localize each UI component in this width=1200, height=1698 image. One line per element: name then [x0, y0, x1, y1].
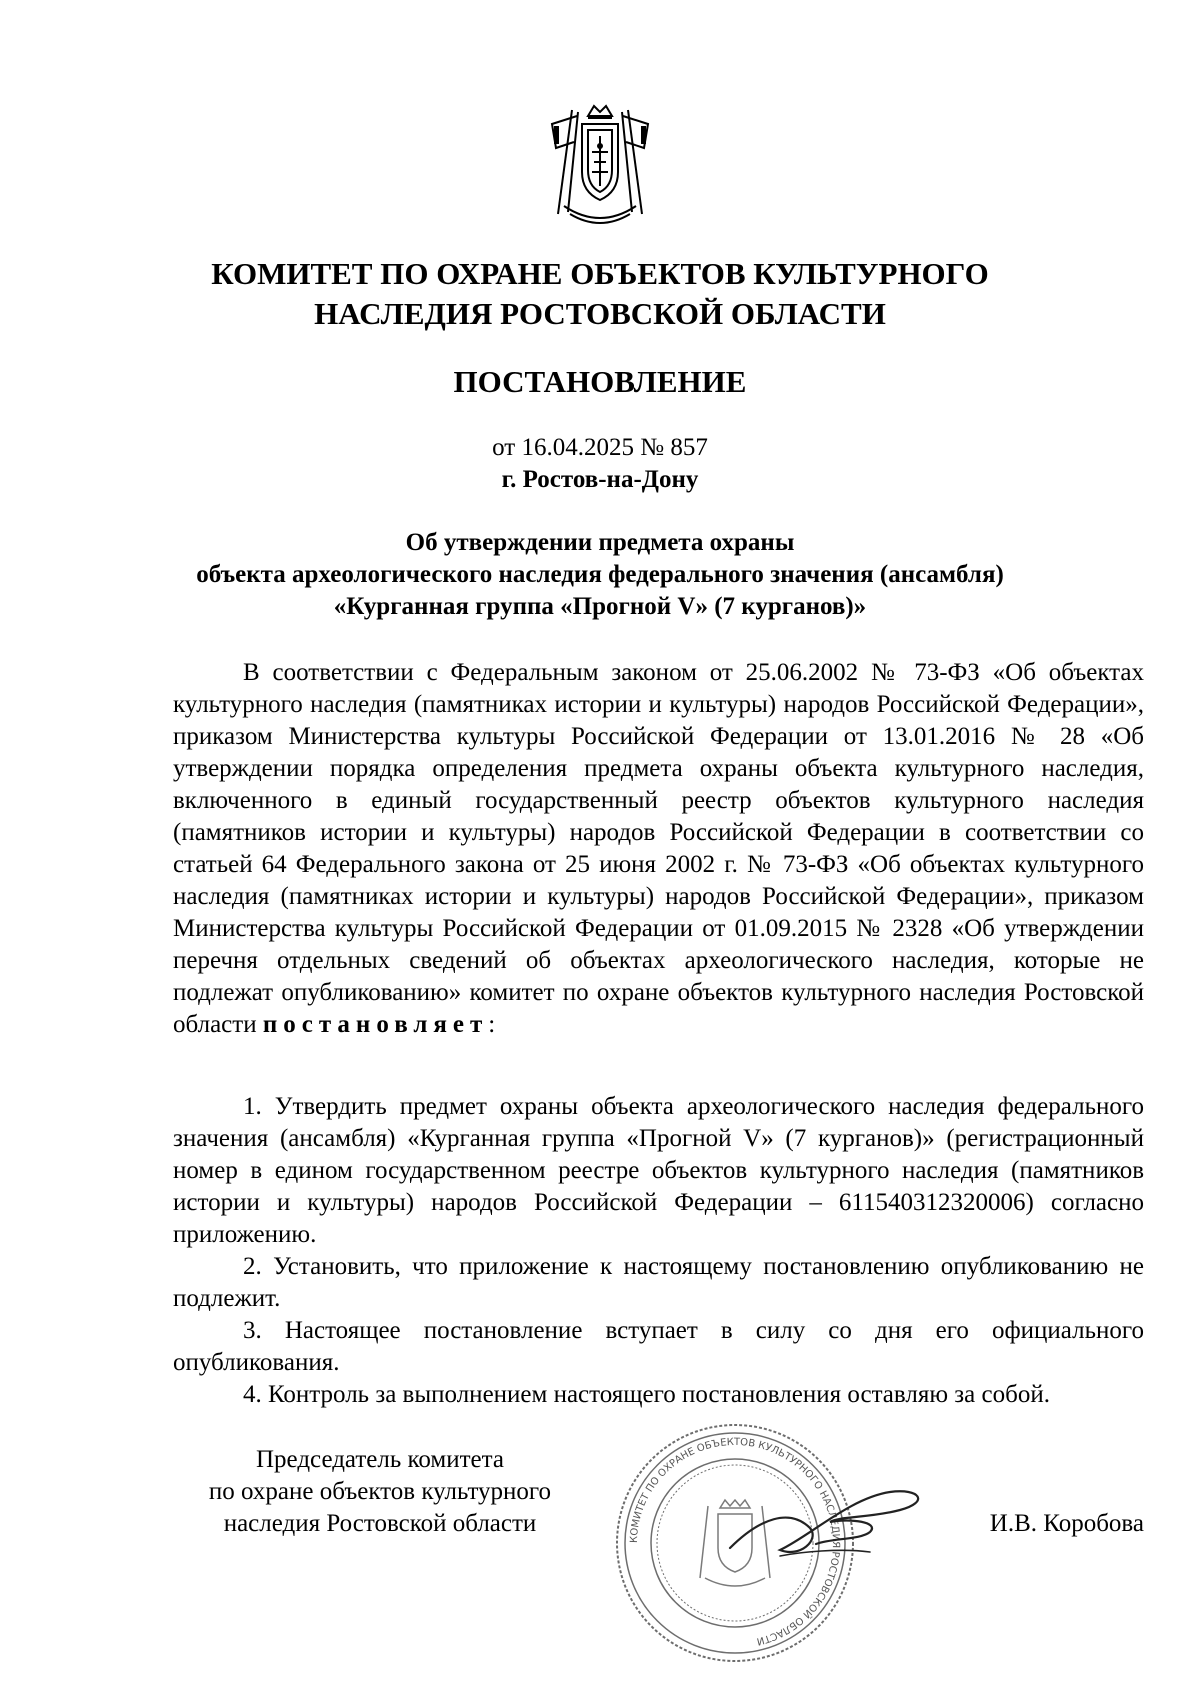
- committee-name: [150, 254, 1050, 334]
- position-line-1: Председатель комитета: [256, 1446, 504, 1473]
- date-and-number: от 16.04.2025 № 857: [492, 434, 708, 461]
- document-title: [150, 527, 1050, 623]
- title-line-3: «Курганная группа «Прогной V» (7 курганов)»: [333, 593, 867, 620]
- handwritten-signature-icon: [720, 1478, 940, 1578]
- preamble: [173, 657, 1144, 1041]
- resolution-item-3: 3. Настоящее постановление вступает в силу со дня его официального опубликования.: [173, 1317, 1144, 1376]
- preamble-colon: :: [488, 1011, 496, 1038]
- title-line-2: объекта археологического наследия федерального значения (ансамбля): [196, 561, 1004, 588]
- resolution-items: [173, 1091, 1144, 1411]
- document-type: ПОСТАНОВЛЕНИЕ: [453, 364, 747, 399]
- preamble-paragraph: [173, 657, 1144, 1041]
- preamble-text: В соответствии с Федеральным законом от 25.06.2002 № 73-ФЗ «Об объектах культурного наследия (памятниках истории и культуры) народов Российской Федерации», приказом Министерства культуры Российской Федерации от 13.01.2016 № 28 «Об утверждении порядка определения предмета охраны объекта культурного наследия, включенного в единый государственный реестр объектов культурного наследия (памятников истории и культуры) народов Российской Федерации в соответствии со статьей 64 Федерального закона от 25 июня 2002 г. № 73-ФЗ «Об объектах культурного наследия (памятниках истории и культуры) народов Российской Федерации», приказом Министерства культуры Российской Федерации от 01.09.2015 № 2328 «Об утверждении перечня отдельных сведений об объектах археологического наследия, которые не подлежат опубликованию» комитет по охране объектов культурного наследия Ростовской области: [173, 659, 1144, 1038]
- coat-of-arms-icon: [544, 102, 656, 234]
- position-line-3: наследия Ростовской области: [223, 1510, 537, 1537]
- resolution-item-2: 2. Установить, что приложение к настоящему постановлению опубликованию не подлежит.: [173, 1253, 1144, 1312]
- resolution-item-1: 1. Утвердить предмет охраны объекта археологического наследия федерального значения (ансамбля) «Курганная группа «Прогной V» (7 курганов)» (регистрационный номер в едином государственном реестре объектов культурного наследия (памятников истории и культуры) народов Российской Федерации – 611540312320006) согласно приложению.: [173, 1093, 1144, 1248]
- title-line-1: Об утверждении предмета охраны: [405, 529, 795, 556]
- city: г. Ростов-на-Дону: [501, 466, 699, 493]
- committee-line-2: НАСЛЕДИЯ РОСТОВСКОЙ ОБЛАСТИ: [314, 296, 886, 331]
- committee-line-1: КОМИТЕТ ПО ОХРАНЕ ОБЪЕКТОВ КУЛЬТУРНОГО: [211, 256, 989, 291]
- signatory-name: И.В. Коробова: [989, 1510, 1144, 1537]
- seal-ring-text: КОМИТЕТ ПО ОХРАНЕ ОБЪЕКТОВ КУЛЬТУРНОГО НАСЛЕДИЯ РОСТОВСКОЙ ОБЛАСТИ: [628, 1436, 842, 1647]
- resolves-word: постановляет: [262, 1011, 489, 1038]
- signatory-position: [170, 1444, 590, 1540]
- resolution-item-4: 4. Контроль за выполнением настоящего постановления оставляю за собой.: [243, 1381, 1050, 1408]
- position-line-2: по охране объектов культурного: [208, 1478, 552, 1505]
